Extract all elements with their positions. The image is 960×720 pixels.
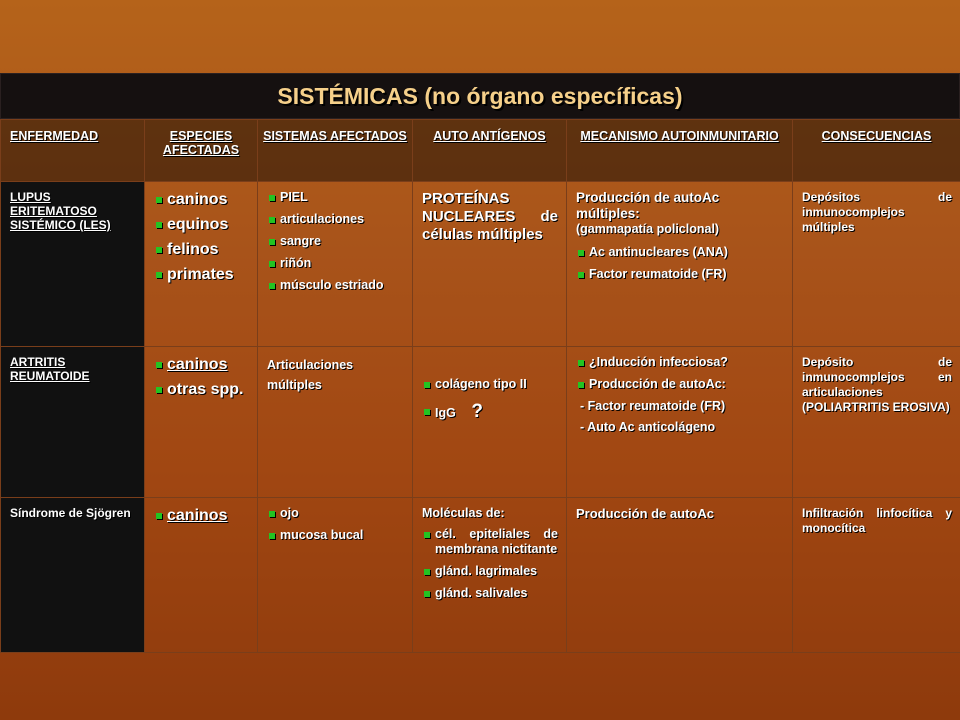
table-row-artritis — [1, 347, 960, 498]
bullet-icon — [578, 250, 584, 256]
list-item: felinos — [154, 240, 249, 259]
bullet-icon — [424, 591, 430, 597]
cell-sjogren-antigens — [413, 498, 567, 653]
list-item: cél. epiteliales de membrana nictitante — [422, 527, 558, 557]
cell-artritis-species — [145, 347, 258, 498]
table-row-lupus — [1, 182, 960, 347]
cell-sjogren-systems — [258, 498, 413, 653]
bullet-icon — [269, 283, 275, 289]
list-item: mucosa bucal — [267, 528, 404, 543]
antigens-text: PROTEÍNAS NUCLEARES de células múltiples — [422, 190, 558, 243]
bullet-icon — [156, 362, 162, 368]
bullet-icon — [578, 272, 584, 278]
list-item: IgG ? — [422, 404, 558, 421]
consequences-text: Infiltración linfocítica y monocítica — [802, 506, 952, 535]
header-especies: ESPECIES AFECTADAS — [145, 120, 258, 182]
mechanism-line: - Auto Ac anticolágeno — [580, 420, 716, 434]
list-item: PIEL — [267, 190, 404, 205]
cell-sjogren-species — [145, 498, 258, 653]
cell-lupus-consequences — [793, 182, 960, 347]
bullet-icon — [269, 217, 275, 223]
list-item: riñón — [267, 256, 404, 271]
list-item: otras spp. — [154, 380, 249, 399]
bullet-icon — [578, 382, 584, 388]
bullet-icon — [156, 222, 162, 228]
consequences-text: Depósito de inmunocomplejos en articulaciones (POLIARTRITIS EROSIVA) — [802, 355, 952, 414]
cell-artritis-mechanism — [567, 347, 793, 498]
table-title-bar — [0, 73, 960, 119]
mechanism-intro: Producción de autoAc múltiples: — [576, 190, 720, 221]
bullet-icon — [156, 247, 162, 253]
bullet-icon — [424, 532, 430, 538]
systems-text: Articulaciones múltiples — [267, 358, 354, 392]
list-item: equinos — [154, 215, 249, 234]
bullet-icon — [269, 533, 275, 539]
header-row — [1, 120, 960, 182]
list-item: Producción de autoAc: — [576, 377, 784, 392]
header-autoantigenos: AUTO ANTÍGENOS — [413, 120, 567, 182]
table-row-sjogren — [1, 498, 960, 653]
mechanism-sub: (gammapatía policlonal) — [576, 222, 720, 236]
header-mecanismo: MECANISMO AUTOINMUNITARIO — [567, 120, 793, 182]
list-item: caninos — [154, 355, 249, 374]
bullet-icon — [269, 261, 275, 267]
bullet-icon — [269, 195, 275, 201]
disease-name: ARTRITIS REUMATOIDE — [10, 355, 90, 383]
list-item: ¿Inducción infecciosa? — [576, 355, 784, 370]
autoimmune-table — [0, 119, 960, 653]
bullet-icon — [156, 272, 162, 278]
cell-artritis-consequences — [793, 347, 960, 498]
cell-lupus-name — [1, 182, 145, 347]
bullet-icon — [269, 239, 275, 245]
cell-sjogren-name — [1, 498, 145, 653]
mechanism-text: Producción de autoAc — [576, 506, 714, 521]
cell-lupus-species — [145, 182, 258, 347]
header-consecuencias: CONSECUENCIAS — [793, 120, 960, 182]
list-item: músculo estriado — [267, 278, 404, 293]
list-item: primates — [154, 265, 249, 284]
bullet-icon — [156, 197, 162, 203]
cell-lupus-mechanism — [567, 182, 793, 347]
list-item: ojo — [267, 506, 404, 521]
antigens-intro: Moléculas de: — [422, 506, 505, 520]
cell-artritis-name — [1, 347, 145, 498]
bullet-icon — [156, 387, 162, 393]
list-item: caninos — [154, 506, 249, 525]
bullet-icon — [424, 569, 430, 575]
question-mark: ? — [471, 401, 483, 422]
mechanism-line: - Factor reumatoide (FR) — [580, 399, 726, 413]
header-sistemas: SISTEMAS AFECTADOS — [258, 120, 413, 182]
disease-name: LUPUS ERITEMATOSO SISTÉMICO (LES) — [10, 190, 111, 232]
bullet-icon — [424, 382, 430, 388]
list-item: colágeno tipo II — [422, 377, 558, 392]
cell-lupus-systems — [258, 182, 413, 347]
bullet-icon — [269, 511, 275, 517]
cell-artritis-systems — [258, 347, 413, 498]
list-item: sangre — [267, 234, 404, 249]
table-title: SISTÉMICAS (no órgano específicas) — [277, 82, 683, 109]
disease-name: Síndrome de Sjögren — [10, 506, 131, 520]
list-item: articulaciones — [267, 212, 404, 227]
bullet-icon — [578, 360, 584, 366]
list-item: caninos — [154, 190, 249, 209]
list-item: Factor reumatoide (FR) — [576, 267, 784, 282]
list-item: glánd. salivales — [422, 586, 558, 601]
bullet-icon — [156, 513, 162, 519]
header-enfermedad: ENFERMEDAD — [1, 120, 145, 182]
cell-artritis-antigens — [413, 347, 567, 498]
cell-sjogren-consequences — [793, 498, 960, 653]
list-item: glánd. lagrimales — [422, 564, 558, 579]
cell-sjogren-mechanism — [567, 498, 793, 653]
consequences-text: Depósitos de inmunocomplejos múltiples — [802, 190, 952, 234]
cell-lupus-antigens — [413, 182, 567, 347]
list-item: Ac antinucleares (ANA) — [576, 245, 784, 260]
bullet-icon — [424, 409, 430, 415]
